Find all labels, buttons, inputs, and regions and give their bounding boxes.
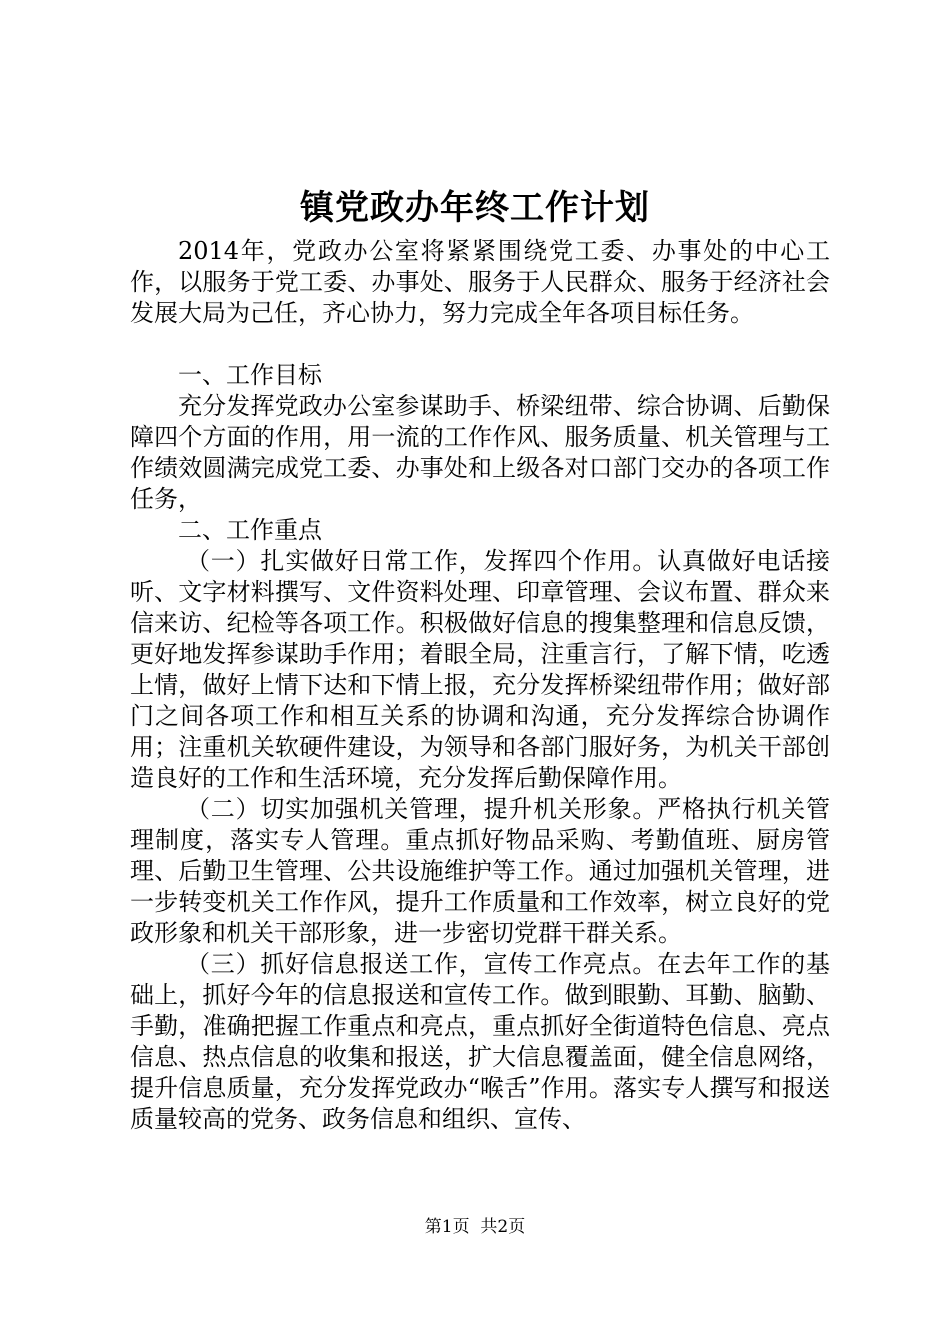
page-total: 共2页 [480, 1217, 526, 1237]
goals-paragraph: 充分发挥党政办公室参谋助手、桥梁纽带、综合协调、后勤保障四个方面的作用，用一流的工作作风、服务质量、机关管理与工作绩效圆满完成党工委、办事处和上级各对口部门交办的各项工作任务， [130, 392, 830, 513]
priority-item-3: （三）抓好信息报送工作，宣传工作亮点。在去年工作的基础上，抓好今年的信息报送和宣传工作。做到眼勤、耳勤、脑勤、手勤，准确把握工作重点和亮点，重点抓好全街道特色信息、亮点信息、热点信息的收集和报送，扩大信息覆盖面，健全信息网络，提升信息质量，充分发挥党政办“喉舌”作用。落实专人撰写和报送质量较高的党务、政务信息和组织、宣传、 [130, 950, 830, 1133]
document-title: 镇党政办年终工作计划 [300, 188, 650, 228]
intro-paragraph: 2014年，党政办公室将紧紧围绕党工委、办事处的中心工作，以服务于党工委、办事处、服务于人民群众、服务于经济社会发展大局为己任，齐心协力，努力完成全年各项目标任务。 [130, 237, 830, 327]
section-heading-priorities: 二、工作重点 [178, 516, 322, 544]
page-number: 第1页 [424, 1217, 470, 1237]
priority-item-1: （一）扎实做好日常工作，发挥四个作用。认真做好电话接听、文字材料撰写、文件资料处理、印章管理、会议布置、群众来信来访、纪检等各项工作。积极做好信息的搜集整理和信息反馈，更好地发挥参谋助手作用；着眼全局，注重言行，了解下情，吃透上情，做好上情下达和下情上报，充分发挥桥梁纽带作用；做好部门之间各项工作和相互关系的协调和沟通，充分发挥综合协调作用；注重机关软硬件建设，为领导和各部门服好务，为机关干部创造良好的工作和生活环境，充分发挥后勤保障作用。 [130, 547, 830, 792]
document-body [130, 236, 830, 1135]
page-footer [0, 1215, 950, 1239]
priority-item-2: （二）切实加强机关管理，提升机关形象。严格执行机关管理制度，落实专人管理。重点抓好物品采购、考勤值班、厨房管理、后勤卫生管理、公共设施维护等工作。通过加强机关管理，进一步转变机关工作作风，提升工作质量和工作效率，树立良好的党政形象和机关干部形象，进一步密切党群干群关系。 [130, 795, 830, 947]
section-heading-goals: 一、工作目标 [178, 361, 322, 389]
footer-spacer [470, 1217, 481, 1237]
paragraph-gap [130, 329, 830, 360]
